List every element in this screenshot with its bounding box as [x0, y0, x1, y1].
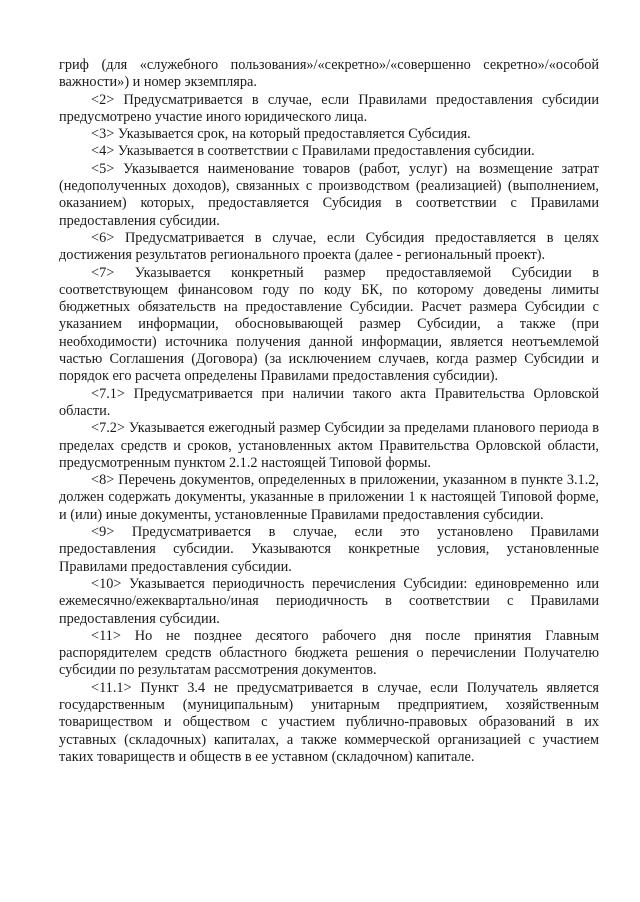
footnote-9: <9> Предусматривается в случае, если это установлено Правилами предоставления субсидии. Указываются конкретные условия, установленные Правилами предоставления субсидии.: [59, 524, 599, 575]
footnote-8: <8> Перечень документов, определенных в приложении, указанном в пункте 3.1.2, должен содержать документы, указанные в приложении 1 к настоящей Типовой форме, и (или) иные документы, установленные Правилами предоставления субсидии.: [59, 472, 599, 523]
footnote-5: <5> Указывается наименование товаров (работ, услуг) на возмещение затрат (недополученных доходов), связанных с производством (реализацией) (выполнением, оказанием) которых, предоставляется Субсидия в соответствии с Правилами предоставления субсидии.: [59, 160, 599, 229]
footnote-continuation: гриф (для «служебного пользования»/«секретно»/«совершенно секретно»/«особой важности») и номер экземпляра.: [59, 57, 599, 91]
footnote-3: <3> Указывается срок, на который предоставляется Субсидия.: [91, 126, 471, 143]
footnote-11-1: <11.1> Пункт 3.4 не предусматривается в случае, если Получатель является государственным (муниципальным) унитарным предприятием, хозяйственным товариществом и обществом с участием публично-правовых образований в их уставных (складочных) капиталах, а также коммерческой организацией с участием таких товариществ и обществ в ее уставном (складочном) капитале.: [59, 679, 599, 765]
footnote-7-2: <7.2> Указывается ежегодный размер Субсидии за пределами планового периода в пределах средств и сроков, установленных актом Правительства Орловской области, предусмотренным пунктом 2.1.2 настоящей Типовой формы.: [59, 420, 599, 471]
document-page: [59, 57, 599, 766]
footnote-4: <4> Указывается в соответствии с Правилами предоставления субсидии.: [91, 143, 535, 160]
footnote-10: <10> Указывается периодичность перечисления Субсидии: единовременно или ежемесячно/ежеквартально/иная периодичность в соответствии с Правилами предоставления субсидии.: [59, 575, 599, 627]
footnote-7: <7> Указывается конкретный размер предоставляемой Субсидии в соответствующем финансовом году по коду БК, по которому доведены лимиты бюджетных обязательств на предоставление Субсидии. Расчет размера Субсидии с указанием информации, обосновывающей размер Субсидии, а также (при необходимости) источника получения данной информации, является неотъемлемой частью Соглашения (Договора) (за исключением случаев, когда размер Субсидии и порядок его расчета определены Правилами предоставления субсидии).: [59, 264, 599, 385]
footnote-6: <6> Предусматривается в случае, если Субсидия предоставляется в целях достижения результатов регионального проекта (далее - региональный проект).: [59, 229, 599, 264]
footnote-2: <2> Предусматривается в случае, если Правилами предоставления субсидии предусмотрено участие иного юридического лица.: [59, 91, 599, 125]
footnote-11: <11> Но не позднее десятого рабочего дня после принятия Главным распорядителем средств областного бюджета решения о перечислении Получателю субсидии по результатам рассмотрения документов.: [59, 627, 599, 679]
footnote-7-1: <7.1> Предусматривается при наличии такого акта Правительства Орловской области.: [59, 385, 599, 419]
